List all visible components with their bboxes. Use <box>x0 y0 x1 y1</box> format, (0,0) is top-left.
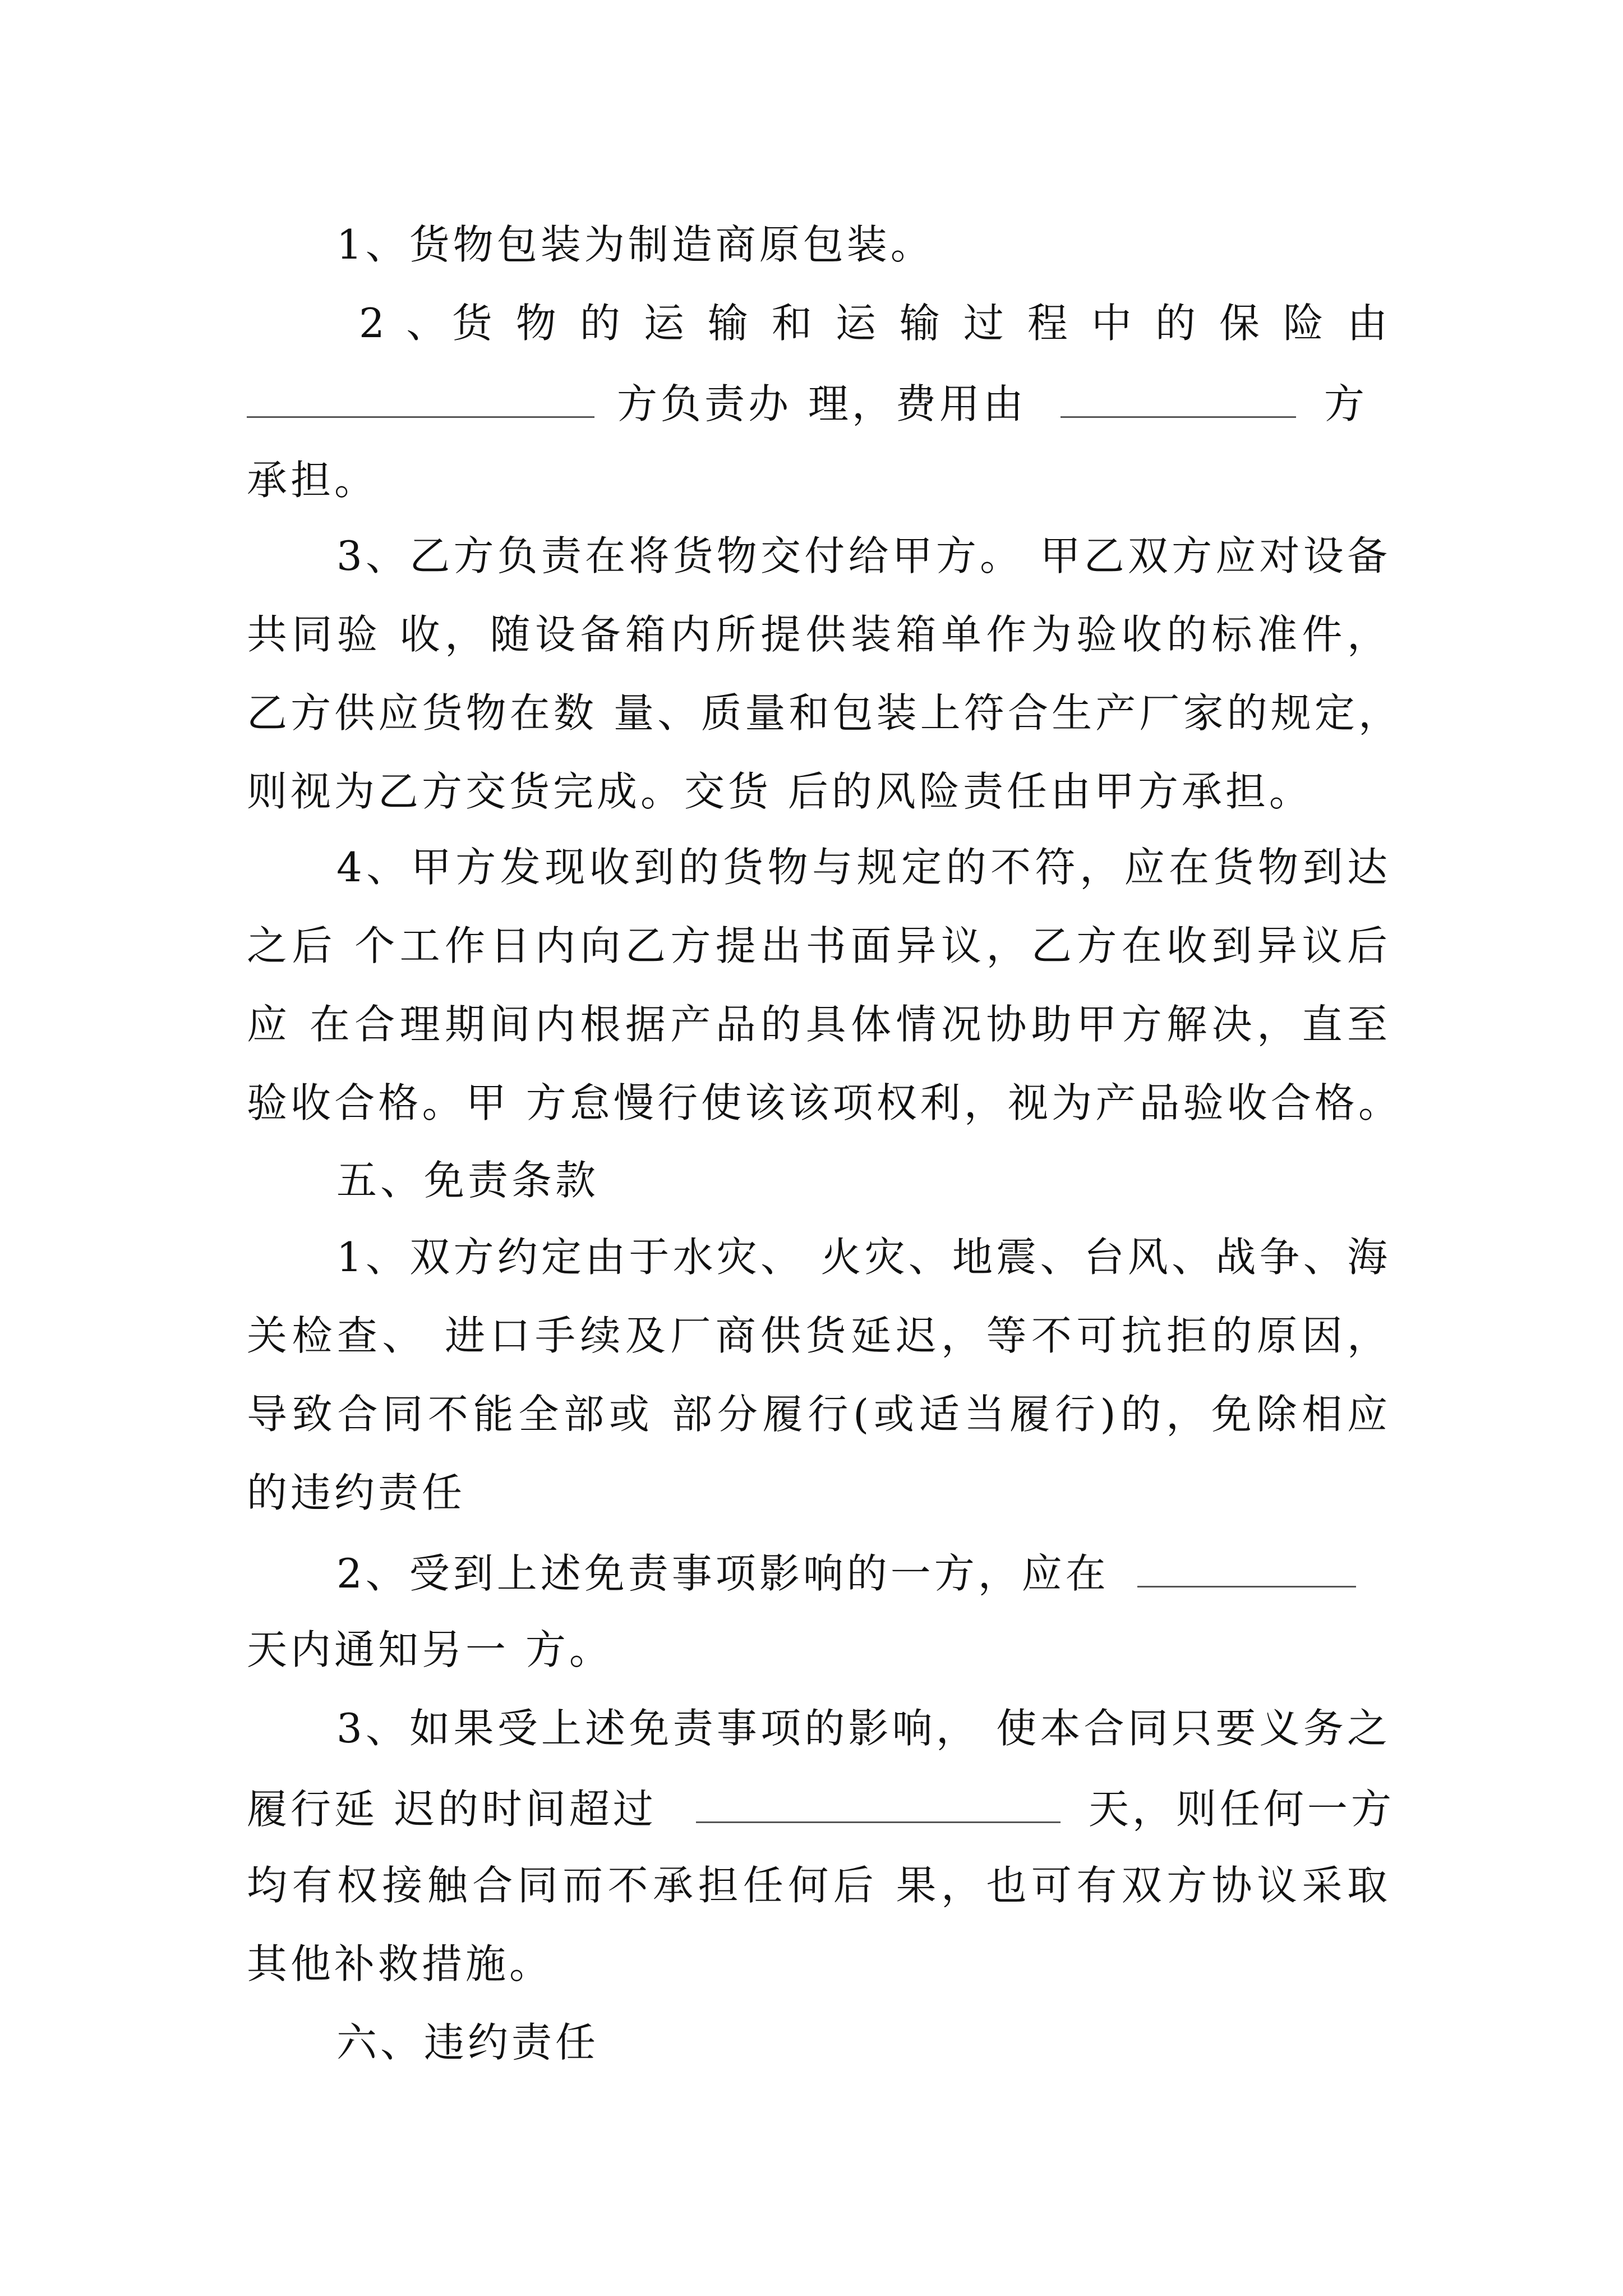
clause-4-line-1: 4、甲方发现收到的货物与规定的不符，应在货物到达 <box>336 844 1391 891</box>
section-6-heading: 六、违约责任 <box>336 2019 600 2066</box>
section-5-clause-1-line-4: 的违约责任 <box>247 1469 466 1516</box>
section-5-clause-3-line-3: 均有权接触合同而不承担任何后 果，也可有双方协议采取 <box>247 1862 1391 1909</box>
section-5-clause-3-line-4: 其他补救措施。 <box>247 1940 554 1987</box>
section-5-clause-3-end: 天，则任何一方 <box>1088 1786 1395 1833</box>
section-5-clause-3-line-1: 3、如果受上述免责事项的影响， 使本合同只要义务之 <box>336 1705 1391 1752</box>
section-5-clause-1-line-2: 关检查、 进口手续及厂商供货延迟，等不可抗拒的原因， <box>247 1312 1391 1359</box>
clause-2-line-2 <box>247 380 1391 427</box>
clause-3-line-4: 则视为乙方交货完成。交货 后的风险责任由甲方承担。 <box>247 768 1313 815</box>
clause-1-line-1: 1、货物包装为制造商原包装。 <box>336 221 934 268</box>
blank-notify-days[interactable] <box>1137 1551 1356 1588</box>
section-5-clause-3-line-2 <box>247 1786 1395 1833</box>
section-5-clause-2-line-2: 天内通知另一 方。 <box>247 1626 613 1673</box>
clause-4-line-4: 验收合格。甲 方怠慢行使该该项权利，视为产品验收合格。 <box>247 1079 1402 1126</box>
blank-delay-days[interactable] <box>696 1787 1061 1823</box>
blank-cost-party[interactable] <box>1061 381 1296 418</box>
section-5-clause-2-text: 2、受到上述免责事项影响的一方，应在 <box>336 1550 1109 1597</box>
section-5-clause-2-line-1 <box>336 1550 1391 1597</box>
clause-4-line-2: 之后 个工作日内向乙方提出书面异议，乙方在收到异议后 <box>247 922 1391 969</box>
clause-2-line-3: 承担。 <box>247 457 379 504</box>
section-5-clause-1-line-3: 导致合同不能全部或 部分履行(或适当履行)的，免除相应 <box>247 1391 1391 1438</box>
clause-2-line-2-end: 方 <box>1324 380 1368 427</box>
clause-3-line-2: 共同验 收，随设备箱内所提供装箱单作为验收的标准件， <box>247 611 1391 658</box>
section-5-heading: 五、免责条款 <box>336 1157 600 1204</box>
clause-2-line-2-text: 方负责办 理，费用由 <box>617 380 1027 427</box>
clause-2-line-1: 2 、货 物 的 运 输 和 运 输 过 程 中 的 保 险 由 <box>359 300 1391 347</box>
clause-4-line-3: 应 在合理期间内根据产品的具体情况协助甲方解决，直至 <box>247 1001 1391 1048</box>
clause-3-line-3: 乙方供应货物在数 量、质量和包装上符合生产厂家的规定， <box>247 689 1402 737</box>
section-5-clause-1-line-1: 1、双方约定由于水灾、 火灾、地震、台风、战争、海 <box>336 1234 1391 1281</box>
clause-3-line-1: 3、乙方负责在将货物交付给甲方。 甲乙双方应对设备 <box>336 532 1391 579</box>
blank-insurance-party[interactable] <box>247 381 594 418</box>
section-5-clause-3-text: 履行延 迟的时间超过 <box>247 1786 657 1833</box>
